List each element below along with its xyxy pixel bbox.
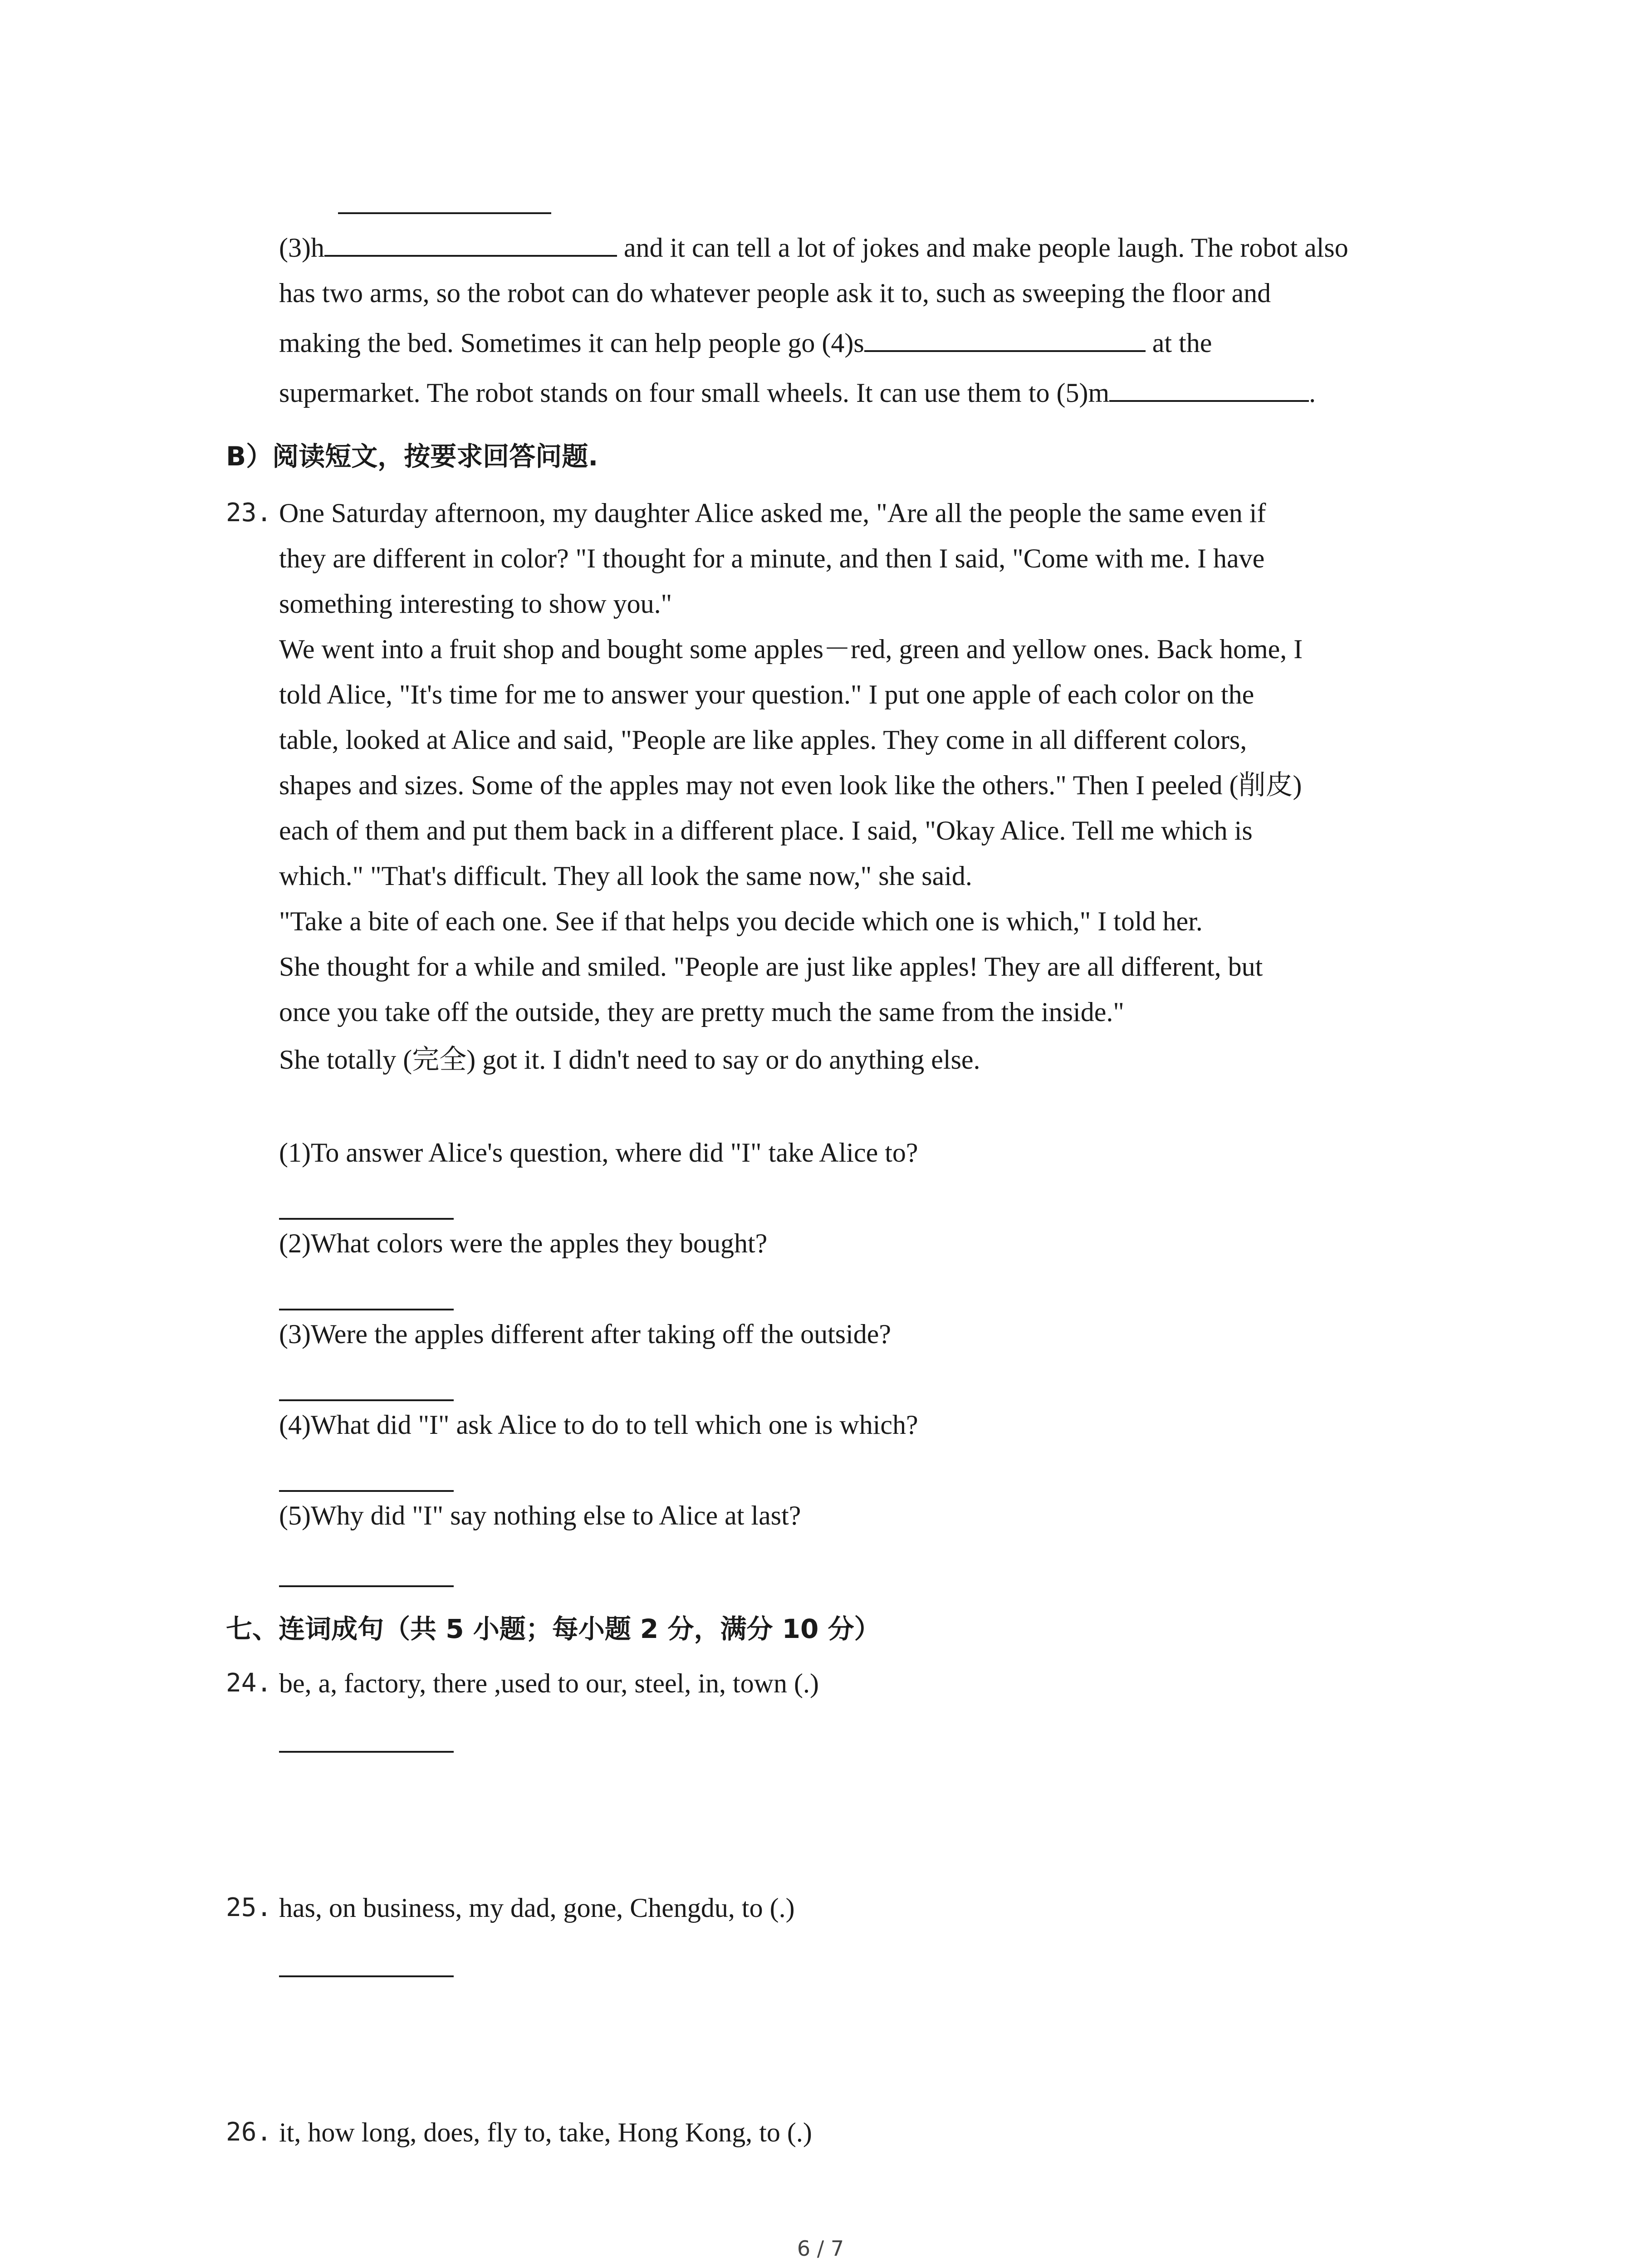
q25-answer[interactable] xyxy=(279,1975,454,1977)
q23-answer-2[interactable] xyxy=(279,1309,454,1310)
question-24-number: 24. xyxy=(226,1668,272,1698)
cloze-line-2: has two arms, so the robot can do whatever people ask it to, such as sweeping the floor and xyxy=(279,278,1271,308)
q23-question-3: (3)Were the apples different after taking off the outside? xyxy=(279,1319,892,1349)
q23-passage-line-6: table, looked at Alice and said, "People are like apples. They come in all different colors, xyxy=(279,725,1247,755)
q23-passage-line-4: We went into a fruit shop and bought some apples－red, green and yellow ones. Back home, I xyxy=(279,634,1303,664)
q23-question-4: (4)What did "I" ask Alice to do to tell which one is which? xyxy=(279,1410,918,1440)
q23-answer-3[interactable] xyxy=(279,1399,454,1401)
q23-question-2: (2)What colors were the apples they bought? xyxy=(279,1228,768,1258)
question-24-text: be, a, factory, there ,used to our, steel, in, town (.) xyxy=(279,1668,819,1698)
cloze-line-4-prefix: supermarket. The robot stands on four small wheels. It can use them to (5)m xyxy=(279,378,1110,408)
question-26-text: it, how long, does, fly to, take, Hong Kong, to (.) xyxy=(279,2117,812,2147)
blank-4-s[interactable] xyxy=(864,327,1146,352)
q23-passage-line-2: they are different in color? "I thought for a minute, and then I said, "Come with me. I have xyxy=(279,543,1265,573)
q23-answer-1[interactable] xyxy=(279,1218,454,1220)
q23-question-1: (1)To answer Alice's question, where did "I" take Alice to? xyxy=(279,1138,918,1168)
cloze-line-3-prefix: making the bed. Sometimes it can help people go (4)s xyxy=(279,328,864,358)
q23-question-5: (5)Why did "I" say nothing else to Alice at last? xyxy=(279,1501,801,1530)
page-number: 6 / 7 xyxy=(797,2236,844,2261)
section-b-heading: B）阅读短文，按要求回答问题. xyxy=(226,441,598,472)
cloze-line-4 xyxy=(279,376,1316,409)
q23-passage-line-13: She totally (完全) got it. I didn't need to say or do anything else. xyxy=(279,1045,980,1075)
question-23-number: 23. xyxy=(226,498,272,528)
q23-passage-line-7: shapes and sizes. Some of the apples may not even look like the others." Then I peeled (削皮) xyxy=(279,770,1302,800)
q23-passage-line-1: One Saturday afternoon, my daughter Alice asked me, "Are all the people the same even if xyxy=(279,498,1266,528)
blank-3-h[interactable] xyxy=(324,231,617,257)
q24-answer[interactable] xyxy=(279,1751,454,1753)
q23-passage-line-10: "Take a bite of each one. See if that helps you decide which one is which," I told her. xyxy=(279,906,1203,936)
q23-passage-line-3: something interesting to show you." xyxy=(279,589,672,619)
question-26-number: 26. xyxy=(226,2117,272,2147)
cloze-line-3-suffix: at the xyxy=(1145,328,1212,358)
question-25-number: 25. xyxy=(226,1893,272,1922)
answer-blank-top[interactable] xyxy=(338,212,551,214)
blank-5-m[interactable] xyxy=(1109,376,1309,402)
cloze-line-1-prefix: (3)h xyxy=(279,233,324,263)
q23-passage-line-12: once you take off the outside, they are pretty much the same from the inside." xyxy=(279,997,1124,1027)
cloze-line-4-suffix: . xyxy=(1309,378,1316,408)
cloze-line-3 xyxy=(279,327,1212,359)
q23-passage-line-9: which." "That's difficult. They all look the same now," she said. xyxy=(279,861,972,891)
q23-passage-line-5: told Alice, "It's time for me to answer your question." I put one apple of each color on the xyxy=(279,679,1254,709)
q23-passage-line-8: each of them and put them back in a different place. I said, "Okay Alice. Tell me which is xyxy=(279,816,1253,846)
question-25-text: has, on business, my dad, gone, Chengdu, to (.) xyxy=(279,1893,795,1923)
cloze-line-1 xyxy=(279,231,1348,264)
section-7-heading: 七、连词成句（共 5 小题；每小题 2 分，满分 10 分） xyxy=(226,1613,881,1644)
q23-answer-5[interactable] xyxy=(279,1585,454,1587)
cloze-line-1-suffix: and it can tell a lot of jokes and make people laugh. The robot also xyxy=(617,233,1348,263)
q23-answer-4[interactable] xyxy=(279,1490,454,1492)
q23-passage-line-11: She thought for a while and smiled. "People are just like apples! They are all different, but xyxy=(279,952,1263,982)
